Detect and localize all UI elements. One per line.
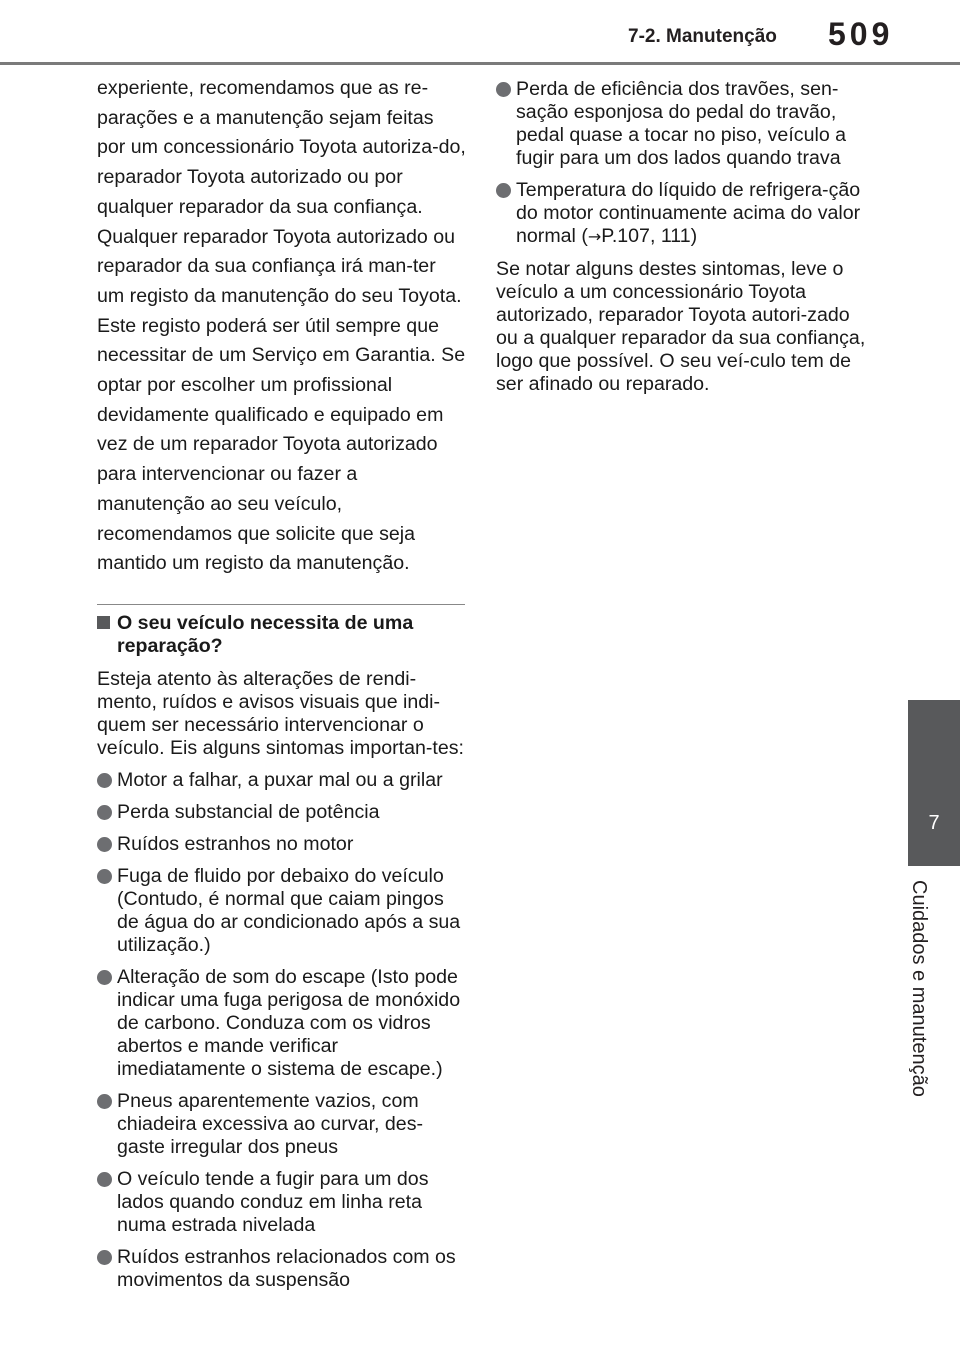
list-item-text: Fuga de fluido por debaixo do veículo (Contudo, é normal que caiam pingos de água do ar condicionado após a sua utilização.) — [117, 864, 461, 956]
list-item-text: Perda substancial de potência — [117, 800, 380, 823]
list-item — [97, 801, 467, 824]
section-heading-text: O seu veículo necessita de uma reparação? — [117, 611, 414, 657]
square-bullet-icon — [97, 616, 110, 629]
list-item-text: Pneus aparentemente vazios, com chiadeira excessiva ao curvar, des-gaste irregular dos pneus — [117, 1089, 424, 1158]
page-number: 509 — [828, 16, 894, 52]
circle-bullet-icon — [97, 1250, 112, 1265]
circle-bullet-icon — [97, 970, 112, 985]
list-item — [97, 1168, 467, 1237]
section-title: 7-2. Manutenção — [628, 26, 777, 47]
symptom-list-continued — [496, 78, 872, 248]
circle-bullet-icon — [496, 183, 511, 198]
arrow-right-icon: → — [587, 227, 602, 246]
circle-bullet-icon — [496, 82, 511, 97]
circle-bullet-icon — [97, 1094, 112, 1109]
left-column — [97, 74, 467, 1292]
chapter-tab-block — [908, 700, 960, 866]
chapter-label: Cuidados e manutenção — [908, 880, 930, 1097]
chapter-number: 7 — [928, 812, 940, 834]
intro-paragraph: experiente, recomendamos que as re-parações e a manutenção sejam feitas por um concessionário Toyota autoriza-do, reparador Toyota autorizado ou por qualquer reparador da sua confiança. Qualquer reparador Toyota autorizado ou reparador da sua confiança irá man-ter um registo da manutenção do seu Toyota. Este registo poderá ser útil sempre que necessitar de um Serviço em Garantia. Se optar por escolher um profissional devidamente qualificado e equipado em vez de um reparador Toyota autorizado para intervencionar ou fazer a manutenção ao seu veículo, recomendamos que solicite que seja mantido um registo da manutenção. — [97, 77, 466, 575]
section-intro: Esteja atento às alterações de rendi-mento, ruídos e avisos visuais que indi-quem ser necessário intervencionar o veículo. Eis alguns sintomas importan-tes: — [97, 667, 465, 759]
section-divider — [97, 604, 465, 605]
list-item-text: O veículo tende a fugir para um dos lados quando conduz em linha reta numa estrada nivelada — [117, 1167, 429, 1236]
list-item-text: Temperatura do líquido de refrigera-ção do motor continuamente acima do valor normal ( — [516, 179, 861, 247]
circle-bullet-icon — [97, 805, 112, 820]
circle-bullet-icon — [97, 869, 112, 884]
page-reference-link[interactable]: P.107, 111) — [601, 225, 698, 247]
circle-bullet-icon — [97, 773, 112, 788]
circle-bullet-icon — [97, 1172, 112, 1187]
list-item — [97, 1090, 467, 1159]
circle-bullet-icon — [97, 837, 112, 852]
list-item — [496, 179, 872, 248]
list-item-text: Ruídos estranhos no motor — [117, 832, 354, 855]
symptom-list — [97, 769, 467, 1292]
list-item — [97, 769, 467, 792]
section-heading — [97, 612, 467, 658]
list-item-text: Perda de eficiência dos travões, sen-sação esponjosa do pedal do travão, pedal quase a tocar no piso, veículo a fugir para um dos lados quando trava — [516, 78, 847, 169]
closing-paragraph: Se notar alguns destes sintomas, leve o veículo a um concessionário Toyota autorizado, reparador Toyota autori-zado ou a qualquer reparador da sua confiança, logo que possível. O seu veí-culo tem de ser afinado ou reparado. — [496, 258, 866, 395]
list-item — [97, 833, 467, 856]
right-column — [496, 78, 872, 396]
list-item-text: Alteração de som do escape (Isto pode indicar uma fuga perigosa de monóxido de carbono. Conduza com os vidros abertos e mande verificar imediatamente o sistema de escape.) — [117, 965, 461, 1080]
list-item-text: Motor a falhar, a puxar mal ou a grilar — [117, 768, 443, 791]
list-item — [496, 78, 872, 170]
header-rule — [0, 62, 960, 65]
list-item-text: Ruídos estranhos relacionados com os movimentos da suspensão — [117, 1245, 456, 1291]
list-item — [97, 1246, 467, 1292]
list-item — [97, 966, 467, 1081]
list-item — [97, 865, 467, 957]
